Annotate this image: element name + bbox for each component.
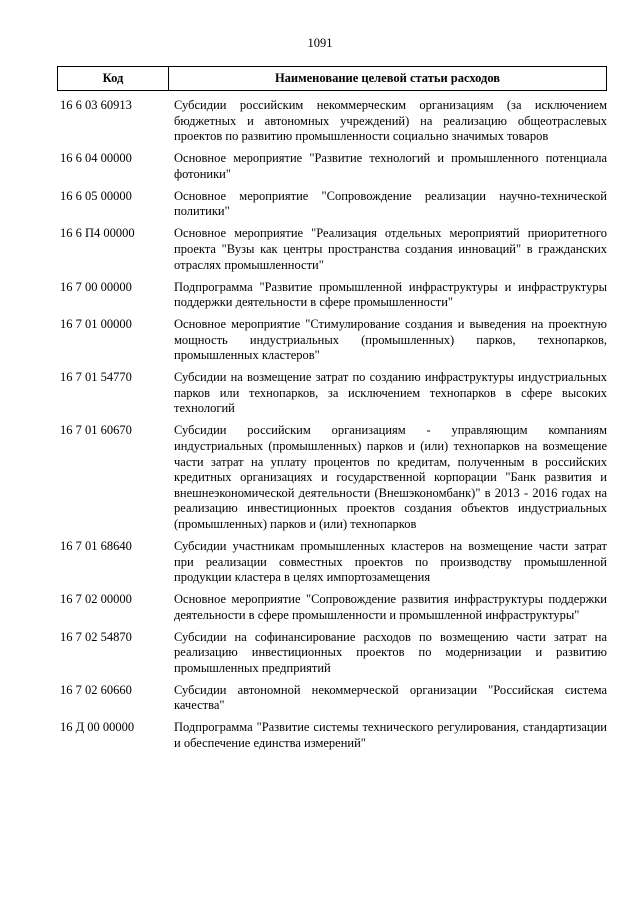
row-code: 16 7 02 54870 [60,629,132,644]
table-row [57,539,607,586]
row-name: Субсидии российским некоммерческим организациям (за исключением бюджетных и автономных учреждений) на реализацию общеотраслевых проектов по развитию промышленности социально значимых товаров [174,98,607,144]
row-name: Основное мероприятие "Развитие технологий и промышленного потенциала фотоники" [174,151,607,181]
table-header [57,66,607,91]
table-row [57,683,607,714]
row-name: Подпрограмма "Развитие промышленной инфраструктуры и инфраструктуры поддержки деятельности в сфере промышленности" [174,279,607,310]
table-row [57,423,607,532]
row-code: 16 6 П4 00000 [60,226,135,241]
row-code: 16 6 04 00000 [60,151,132,166]
table-body [57,98,607,758]
row-name: Основное мероприятие "Сопровождение реализации научно-технической политики" [174,188,607,219]
row-code: 16 Д 00 00000 [60,720,135,735]
row-name: Основное мероприятие "Реализация отдельных мероприятий приоритетного проекта "Вузы как центры пространства создания инноваций" в гражданских отраслях промышленности" [174,226,607,272]
row-code: 16 7 00 00000 [60,279,132,294]
row-name: Подпрограмма "Развитие системы технического регулирования, стандартизации и обеспечение единства измерений" [174,720,607,751]
table-row [57,370,607,417]
column-header-name: Наименование целевой статьи расходов [274,71,501,85]
table-row [57,226,607,273]
table-row [57,720,607,751]
row-code: 16 7 01 00000 [60,317,132,332]
table-row [57,592,607,623]
row-name: Субсидии автономной некоммерческой организации "Российская система качества" [174,682,607,713]
row-code: 16 7 02 60660 [60,682,132,697]
row-code: 16 7 02 00000 [60,592,132,607]
row-code: 16 7 01 68640 [60,538,132,553]
row-code: 16 7 01 60670 [60,423,132,438]
row-name: Субсидии российским организациям - управляющим компаниям индустриальных (промышленных) парков и (или) технопарков на возмещение части затрат на уплату процентов по кредитам, полученным в российских кредитных организациях и государственной корпорации "Банк развития и внешнеэкономической деятельности (Внешэкономбанк)" в 2013 - 2016 годах на реализацию инвестиционных проектов создания объектов индустриальных (промышленных) парков и (или) технопарков [174,423,607,531]
table-row [57,280,607,311]
column-header-code: Код [58,67,169,90]
row-name: Основное мероприятие "Сопровождение развития инфраструктуры поддержки деятельности в сфере промышленности и промышленной инфраструктуры" [174,592,607,622]
table-row [57,630,607,677]
row-code: 16 7 01 54770 [60,370,132,385]
table-row [57,98,607,145]
row-code: 16 6 05 00000 [60,188,132,203]
row-name: Субсидии на возмещение затрат по созданию инфраструктуры индустриальных парков или технопарков, за исключением технопарков в сфере высоких технологий [174,370,607,416]
table-row [57,317,607,364]
row-name: Субсидии на софинансирование расходов по возмещению части затрат на реализацию инвестиционных проектов по модернизации и развитию промышленных предприятий [174,629,607,675]
row-name: Субсидии участникам промышленных кластеров на возмещение части затрат при реализации совместных проектов по производству промышленной продукции кластера в целях импортозамещения [174,538,607,585]
table-row [57,151,607,182]
row-code: 16 6 03 60913 [60,98,132,112]
row-name: Основное мероприятие "Стимулирование создания и выведения на проектную мощность индустриальных (промышленных) парков, технопарков, промышленных кластеров" [174,317,607,363]
table-row [57,189,607,220]
page-number: 1091 [307,36,333,50]
